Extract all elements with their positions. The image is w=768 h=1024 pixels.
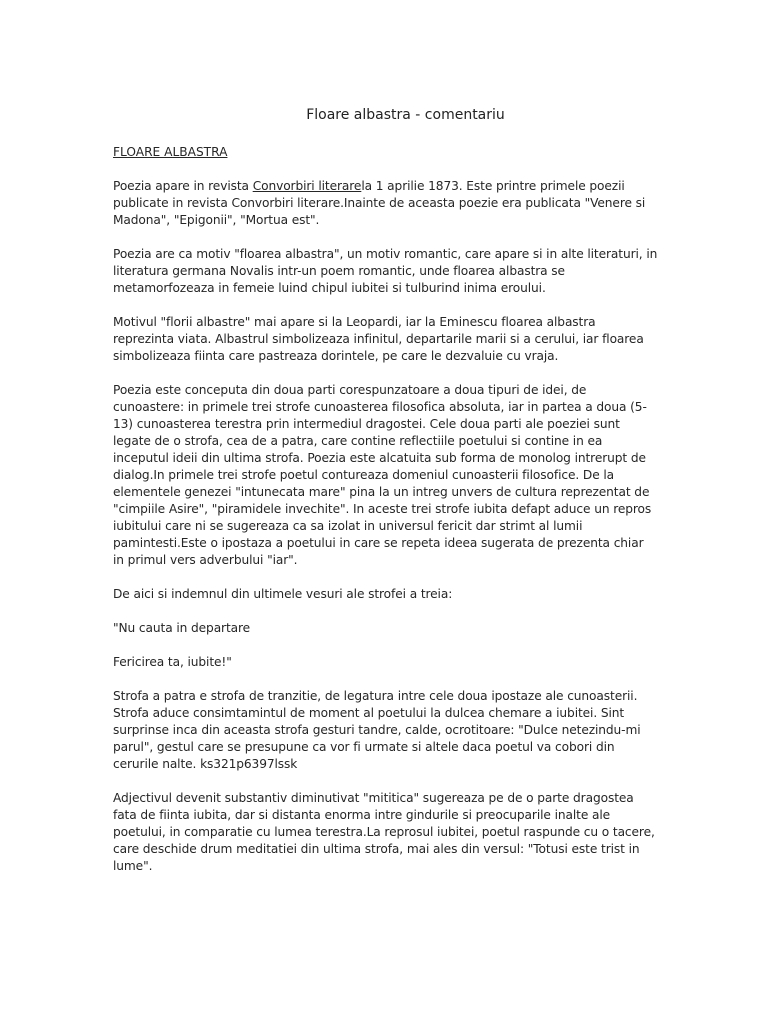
document-title: Floare albastra - comentariu	[306, 107, 505, 123]
quote-line-1: "Nu cauta in departare	[113, 621, 251, 635]
paragraph-3: Motivul "florii albastre" mai apare si la Leopardi, iar la Eminescu floarea albastra reprezinta viata. Albastrul simbolizeaza infinitul, departarile marii si a cerului, iar floarea simbolizeaza fiinta care pastreaza dorintele, pe care le dezvaluie cu vraja.	[113, 315, 644, 363]
paragraph-6: Strofa a patra e strofa de tranzitie, de legatura intre cele doua ipostaze ale cunoasterii. Strofa aduce consimtamintul de moment al poetului la dulcea chemare a iubitei. Sint surprinse inca din aceasta strofa gesturi tandre, calde, ocrotitoare: "Dulce netezindu-mi parul", gestul care se presupune ca vor fi urmate si altele daca poetul va cobori din cerurile nalte. ks321p6397lssk	[113, 689, 641, 771]
paragraph-4: Poezia este conceputa din doua parti corespunzatoare a doua tipuri de idei, de cunoastere: in primele trei strofe cunoasterea filosofica absoluta, iar in partea a doua (5-13) cunoasterea terestra prin intermediul dragostei. Cele doua parti ale poeziei sunt legate de o strofa, cea de a patra, care contine reflectiile poetului si contine in ea inceputul ideii din ultima strofa. Poezia este alcatuita sub forma de monolog intrerupt de dialog.In primele trei strofe poetul contureaza domeniul cunoasterii filosofice. De la elementele genezei "intunecata mare" pina la un intreg unvers de cultura reprezentat de "cimpiile Asire", "piramidele invechite". In aceste trei strofe iubita defapt aduce un repros iubitului care ni se sugereaza ca sa izolat in universul fericit dar strimt al lumii pamintesti.Este o ipostaza a poetului in care se repeta ideea sugerata de prezenta chiar in primul vers adverbului "iar".	[113, 383, 652, 567]
paragraph-7: Adjectivul devenit substantiv diminutivat "mititica" sugereaza pe de o parte dragostea fata de fiinta iubita, dar si distanta enorma intre gindurile si preocuparile inalte ale poetului, in comparatie cu lumea terestra.La reprosul iubitei, poetul raspunde cu o tacere, care deschide drum meditatiei din ultima strofa, mai ales din versul: "Totusi este trist in lume".	[113, 791, 655, 873]
convorbiri-literare-link[interactable]: Convorbiri literare	[252, 179, 362, 193]
paragraph-5: De aici si indemnul din ultimele vesuri ale strofei a treia:	[113, 587, 453, 601]
paragraph-1	[113, 178, 658, 229]
quote-line-2: Fericirea ta, iubite!"	[113, 655, 232, 669]
paragraph-1-after: la 1 aprilie 1873. Este printre primele poezii publicate in revista Convorbiri literare.Inainte de aceasta poezie era publicata "Venere si Madona", "Epigonii", "Mortua est".	[113, 179, 646, 227]
section-heading: FLOARE ALBASTRA	[113, 145, 228, 159]
document-page	[113, 104, 658, 892]
paragraph-1-before: Poezia apare in revista	[113, 179, 253, 193]
paragraph-2: Poezia are ca motiv "floarea albastra", un motiv romantic, care apare si in alte literaturi, in literatura germana Novalis intr-un poem romantic, unde floarea albastra se metamorfozeaza in femeie luind chipul iubitei si tulburind inima eroului.	[113, 247, 658, 295]
